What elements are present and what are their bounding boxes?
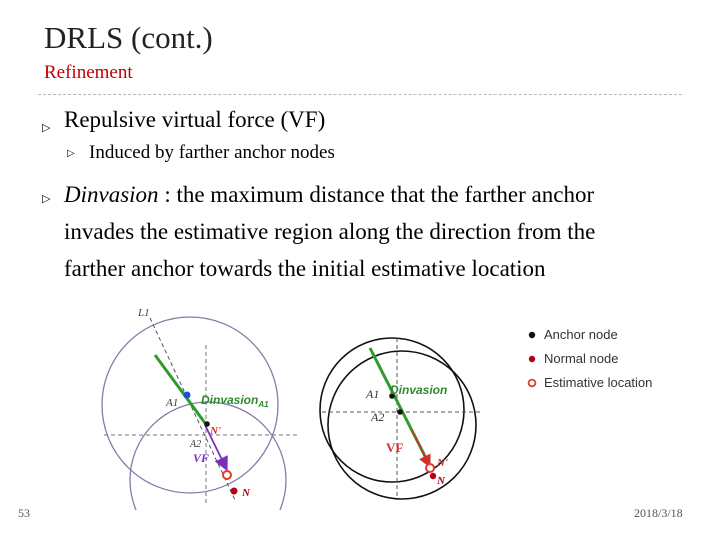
right-label-dinvasion: Dinvasion [390, 383, 448, 397]
left-label-dinvasion [201, 393, 269, 409]
refinement-figure [0, 300, 720, 510]
left-label-n-prime: N' [210, 425, 221, 437]
left-anchor-a1 [184, 392, 191, 399]
right-circle-lower [328, 351, 476, 499]
legend-estimative-label: Estimative location [544, 375, 653, 390]
right-vf-arrow [412, 430, 429, 465]
right-label-n-prime: N' [437, 457, 448, 469]
right-estimative-location [426, 464, 434, 472]
left-label-a1: A1 [166, 397, 179, 409]
left-label-vf: VF [193, 451, 210, 465]
bullet-text [64, 176, 654, 287]
legend-anchor-marker [529, 332, 535, 338]
left-label-n: N [242, 487, 250, 499]
right-normal-node [430, 473, 436, 479]
right-diagram [320, 338, 482, 500]
title-divider [38, 94, 682, 95]
slide-number: 53 [18, 506, 30, 520]
figure-legend [529, 327, 653, 390]
slide-title: DRLS (cont.) [44, 20, 213, 55]
right-label-vf: VF [386, 440, 404, 455]
left-diagram [102, 307, 300, 510]
left-label-l1: L1 [138, 307, 150, 319]
right-label-n: N [437, 475, 445, 487]
left-estimative-location [223, 471, 231, 479]
right-label-a2: A2 [371, 410, 385, 424]
bullet-arrow-icon: ▷ [67, 148, 75, 159]
bullet-arrow-icon: ▷ [42, 193, 51, 205]
left-axis-line [150, 318, 235, 500]
legend-normal-label: Normal node [544, 351, 619, 366]
legend-anchor-label: Anchor node [544, 327, 618, 342]
legend-normal-marker [529, 356, 535, 362]
slide-date: 2018/3/18 [634, 506, 683, 520]
bullet-arrow-icon: ▷ [42, 122, 51, 134]
dinvasion-definition: : the maximum distance that the farther anchor invades the estimative region along the direction from the farther anchor towards the initial estimative location [64, 182, 596, 281]
left-normal-node [231, 488, 238, 495]
dinvasion-term: Dinvasion [64, 182, 159, 207]
left-label-a2: A2 [190, 439, 202, 450]
legend-estimative-marker [529, 380, 536, 387]
right-anchor-a2 [397, 409, 403, 415]
left-dinvasion-line [155, 355, 205, 423]
bullet-text: Repulsive virtual force (VF) [64, 107, 326, 132]
right-label-a1: A1 [366, 387, 380, 401]
slide-subtitle: Refinement [44, 62, 133, 83]
left-dinvasion-text: Dinvasion [201, 393, 259, 407]
left-anchor-a2 [204, 421, 210, 427]
left-dinvasion-subscript: A1 [258, 400, 269, 409]
sub-bullet-text: Induced by farther anchor nodes [89, 142, 335, 163]
